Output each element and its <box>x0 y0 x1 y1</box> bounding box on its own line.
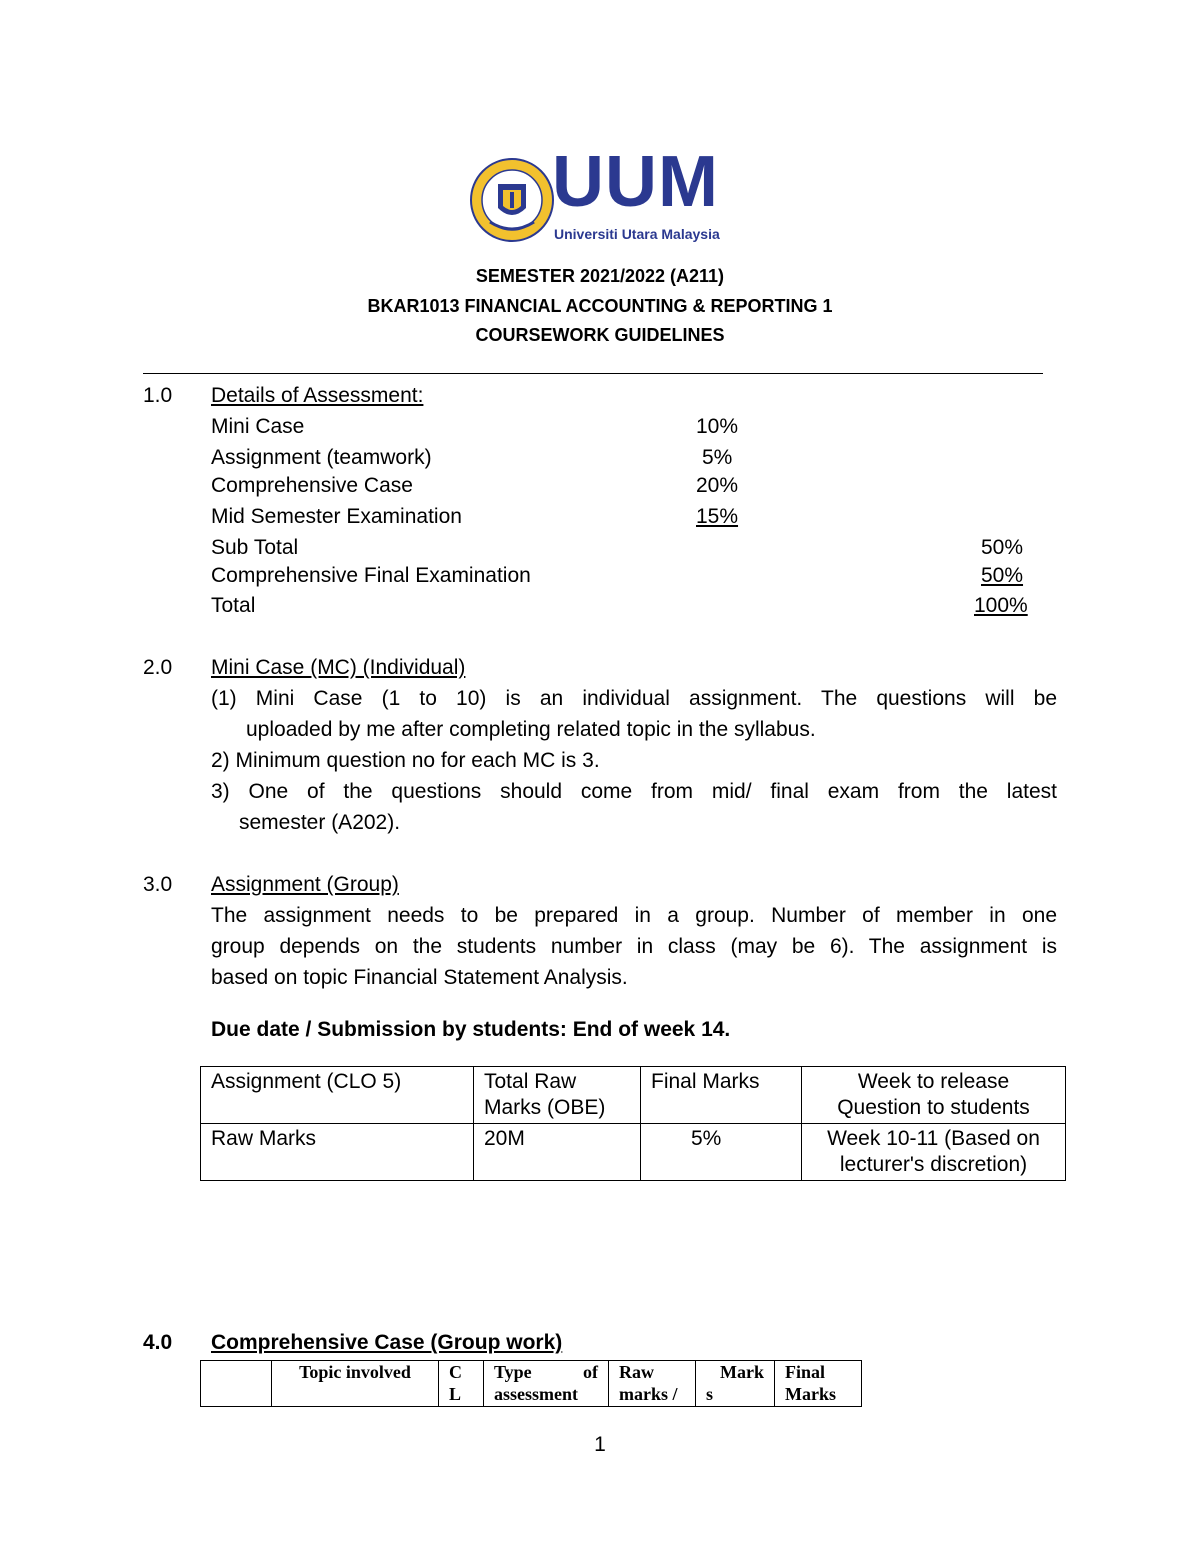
assessment-label-mini-case: Mini Case <box>211 415 305 438</box>
section2-point3-line2: semester (A202). <box>239 811 401 834</box>
subtotal-value: 50% <box>981 536 1024 559</box>
total-label: Total <box>211 594 256 617</box>
assessment-pct-assignment: 5% <box>702 446 733 469</box>
header-semester: SEMESTER 2021/2022 (A211) <box>475 266 725 286</box>
header-marks-obe: Marks (OBE) <box>484 1096 606 1119</box>
assessment-pct-mid-exam: 15% <box>696 505 739 528</box>
table-row <box>201 1067 1066 1124</box>
university-logo <box>470 142 740 250</box>
table-header-cell <box>201 1067 474 1124</box>
section2-number: 2.0 <box>143 656 173 679</box>
header-marks-slash: marks / <box>619 1384 678 1404</box>
header-final-marks: Final Marks <box>651 1070 760 1093</box>
table-header-cell-empty <box>201 1361 272 1407</box>
table-header-cell <box>484 1361 609 1407</box>
header-raw: Raw <box>619 1362 654 1382</box>
header-total-raw: Total Raw <box>484 1070 577 1093</box>
final-exam-label: Comprehensive Final Examination <box>211 564 531 587</box>
header-cl-l: L <box>449 1384 462 1404</box>
cell-week-10-11: Week 10-11 (Based on <box>827 1127 1040 1150</box>
section2-point1-line2: uploaded by me after completing related topic in the syllabus. <box>246 718 816 741</box>
cell-lecturer-discretion: lecturer's discretion) <box>839 1153 1028 1176</box>
header-assignment-clo5: Assignment (CLO 5) <box>211 1070 402 1093</box>
header-topic-involved: Topic involved <box>299 1362 411 1382</box>
assessment-pct-mini-case: 10% <box>696 415 739 438</box>
header-divider <box>143 373 1043 374</box>
table-header-cell <box>775 1361 862 1407</box>
cell-raw-marks: Raw Marks <box>211 1127 317 1150</box>
table-header-cell <box>641 1067 802 1124</box>
table-cell <box>474 1124 641 1181</box>
assessment-label-assignment: Assignment (teamwork) <box>211 446 432 469</box>
comprehensive-case-table <box>200 1360 862 1407</box>
section1-number: 1.0 <box>143 384 173 407</box>
section2-point3-line1: 3) One of the questions should come from mid/ final exam from the latest <box>211 780 1057 803</box>
header-type-of: Type of <box>494 1362 598 1382</box>
header-mark-s: s <box>706 1384 714 1404</box>
table-header-cell <box>802 1067 1066 1124</box>
section2-title: Mini Case (MC) (Individual) <box>211 656 466 679</box>
cell-5pct: 5% <box>691 1127 722 1150</box>
section3-line3: based on topic Financial Statement Analysis. <box>211 966 628 989</box>
table-header-cell <box>272 1361 439 1407</box>
table-header-cell <box>474 1067 641 1124</box>
section3-due-date: Due date / Submission by students: End of week 14. <box>211 1018 731 1041</box>
header-cl-c: C <box>449 1362 462 1382</box>
logo-brand: UUM <box>552 142 719 222</box>
section3-line2: group depends on the students number in class (may be 6). The assignment is <box>211 935 1057 958</box>
logo-university-name: Universiti Utara Malaysia <box>554 226 720 242</box>
header-final-marks-4: Marks <box>785 1384 836 1404</box>
assignment-table <box>200 1066 1066 1181</box>
assessment-label-mid-exam: Mid Semester Examination <box>211 505 462 528</box>
assessment-pct-comprehensive-case: 20% <box>696 474 739 497</box>
assessment-label-comprehensive-case: Comprehensive Case <box>211 474 413 497</box>
header-question-students: Question to students <box>837 1096 1030 1119</box>
table-header-cell <box>696 1361 775 1407</box>
section4-number: 4.0 <box>143 1331 173 1354</box>
header-final: Final <box>785 1362 826 1382</box>
section1-title: Details of Assessment: <box>211 384 424 407</box>
section2-point1-line1: (1) Mini Case (1 to 10) is an individual assignment. The questions will be <box>211 687 1057 710</box>
section3-number: 3.0 <box>143 873 173 896</box>
header-mark: Mark <box>720 1362 764 1382</box>
total-value: 100% <box>974 594 1028 617</box>
cell-20m: 20M <box>484 1127 525 1150</box>
table-row <box>201 1361 862 1407</box>
section3-title: Assignment (Group) <box>211 873 399 896</box>
header-week-release: Week to release <box>857 1070 1010 1093</box>
uum-seal-icon <box>470 150 554 250</box>
table-row <box>201 1124 1066 1181</box>
section3-line1: The assignment needs to be prepared in a group. Number of member in one <box>211 904 1057 927</box>
page-number: 1 <box>594 1433 606 1456</box>
section2-point2: 2) Minimum question no for each MC is 3. <box>211 749 600 772</box>
section4-title: Comprehensive Case (Group work) <box>211 1331 563 1354</box>
header-assessment: assessment <box>494 1384 578 1404</box>
table-header-cell <box>609 1361 696 1407</box>
table-cell <box>641 1124 802 1181</box>
subtotal-label: Sub Total <box>211 536 299 559</box>
table-cell <box>201 1124 474 1181</box>
final-exam-value: 50% <box>981 564 1024 587</box>
table-header-cell <box>439 1361 484 1407</box>
header-title: COURSEWORK GUIDELINES <box>475 325 725 345</box>
header-course: BKAR1013 FINANCIAL ACCOUNTING & REPORTING 1 <box>367 296 833 316</box>
table-cell <box>802 1124 1066 1181</box>
